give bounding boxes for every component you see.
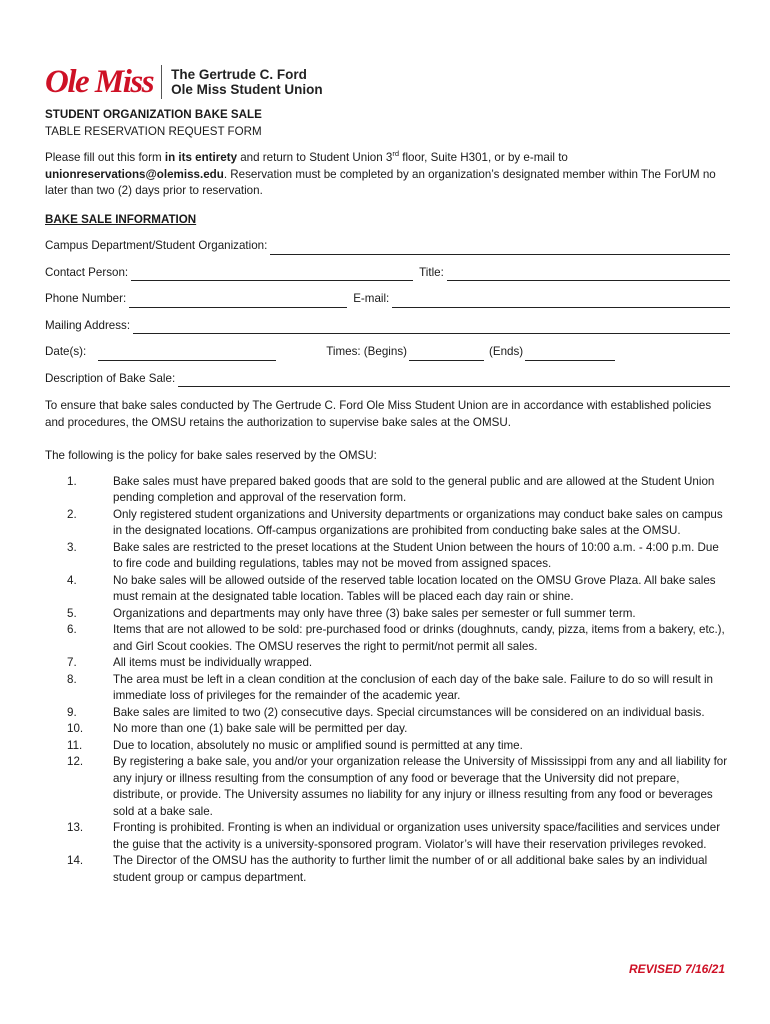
contact-person-label: Contact Person: bbox=[45, 265, 129, 279]
policy-text: Organizations and departments may only have three (3) bake sales per semester or full summer term. bbox=[113, 606, 636, 620]
description-label: Description of Bake Sale: bbox=[45, 371, 176, 385]
policy-text: Only registered student organizations and University departments or organizations may conduct bake sales on campus in the designated locations. Off-campus organizations are prohibited from conducting bake sales at the OMSU. bbox=[113, 507, 723, 537]
logo-org-line2: Ole Miss Student Union bbox=[171, 82, 323, 97]
policy-item bbox=[45, 672, 730, 705]
policy-text: Items that are not allowed to be sold: pre-purchased food or drinks (doughnuts, candy, pizza, items from a bakery, etc.), and Girl Scout cookies. The OMSU reserves the right to permit/not permit all sales. bbox=[113, 623, 725, 653]
policy-text: Fronting is prohibited. Fronting is when an individual or organization uses university space/facilities and services under the guise that the activity is a university-sponsored program. Violator’s will have their reservation privileges revoked. bbox=[113, 821, 721, 851]
policy-item bbox=[45, 721, 730, 738]
phone-number-field[interactable] bbox=[129, 295, 347, 308]
date-time-row bbox=[45, 334, 730, 361]
ends-field[interactable] bbox=[525, 348, 615, 361]
intro-email-link[interactable]: unionreservations@olemiss.edu bbox=[45, 167, 224, 181]
policy-item bbox=[45, 705, 730, 722]
policy-number: 3. bbox=[67, 540, 77, 554]
policy-item bbox=[45, 606, 730, 623]
form-subtitle: TABLE RESERVATION REQUEST FORM bbox=[45, 124, 262, 138]
authority-paragraph: To ensure that bake sales conducted by The Gertrude C. Ford Ole Miss Student Union are in accordance with established policies and procedures, the OMSU retains the authorization to supervise bake sales at the OMSU. bbox=[45, 399, 712, 429]
policy-number: 14. bbox=[67, 854, 84, 867]
policy-number: 6. bbox=[67, 623, 77, 636]
policy-item bbox=[45, 540, 730, 573]
form-title: STUDENT ORGANIZATION BAKE SALE bbox=[45, 108, 262, 121]
intro-emphasis: in its entirety bbox=[164, 151, 238, 164]
campus-org-field[interactable] bbox=[270, 242, 730, 255]
policy-number: 1. bbox=[67, 474, 77, 488]
mailing-row bbox=[45, 308, 730, 335]
policy-text: No bake sales will be allowed outside of the reserved table location located on the OMSU Grove Plaza. All bake sales must remain at the designated table location. Tables will be placed each day rain or shine. bbox=[113, 573, 716, 603]
policy-intro: The following is the policy for bake sales reserved by the OMSU: bbox=[45, 449, 377, 462]
contact-row bbox=[45, 255, 730, 282]
intro-superscript: rd bbox=[392, 149, 400, 159]
policy-number: 2. bbox=[67, 507, 77, 521]
policy-number: 7. bbox=[67, 656, 77, 669]
policy-item bbox=[45, 573, 730, 606]
intro-text-1: Please fill out this form bbox=[45, 151, 165, 164]
policy-item bbox=[45, 622, 730, 655]
policy-text: The Director of the OMSU has the authority to further limit the number of or all additional bake sales by an individual student group or campus department. bbox=[113, 854, 708, 884]
phone-number-label: Phone Number: bbox=[45, 292, 127, 305]
logo-org-line1: The Gertrude C. Ford bbox=[171, 67, 307, 82]
policy-text: By registering a bake sale, you and/or your organization release the University of Mississippi from any and all liability for any injury or illness resulting from the consumption of any food or beverage that the University did not prepare, distribute, or provide. The University assumes no liability for any injury or illness resulting from any food or beverages sold at a bake sale. bbox=[113, 755, 728, 818]
dates-label: Date(s): bbox=[45, 345, 87, 358]
revision-date: REVISED 7/16/21 bbox=[628, 962, 725, 976]
title-field[interactable] bbox=[447, 268, 730, 281]
ole-miss-logo bbox=[45, 62, 323, 102]
policy-number: 9. bbox=[67, 705, 77, 719]
policy-text: Bake sales are restricted to the preset locations at the Student Union between the hours of 10:00 a.m. - 4:00 p.m. Due to fire code and building regulations, tables may not be moved from assigned spaces. bbox=[113, 540, 719, 570]
description-row bbox=[45, 361, 730, 388]
policy-item bbox=[45, 738, 730, 755]
policy-number: 12. bbox=[67, 755, 84, 768]
intro-text-2: and return to Student Union 3 bbox=[237, 151, 393, 164]
policy-item bbox=[45, 507, 730, 540]
campus-org-label: Campus Department/Student Organization: bbox=[45, 239, 268, 252]
mailing-address-label: Mailing Address: bbox=[45, 318, 131, 332]
times-begins-label: Times: (Begins) bbox=[326, 345, 407, 358]
policy-number: 11. bbox=[67, 738, 83, 752]
policy-item bbox=[45, 474, 730, 507]
policy-list bbox=[45, 474, 730, 887]
mailing-address-field[interactable] bbox=[133, 321, 730, 334]
policy-number: 5. bbox=[67, 606, 77, 620]
begins-field[interactable] bbox=[409, 348, 484, 361]
policy-number: 10. bbox=[67, 722, 84, 735]
logo-divider bbox=[161, 65, 162, 99]
policy-text: No more than one (1) bake sale will be permitted per day. bbox=[113, 722, 408, 735]
policy-item bbox=[45, 754, 730, 820]
intro-text-4: . Reservation must be completed by an organization’s designated member within The ForUM no later than two (2) days prior to reservation. bbox=[45, 167, 716, 197]
policy-item bbox=[45, 820, 730, 853]
policy-text: Due to location, absolutely no music or amplified sound is permitted at any time. bbox=[113, 738, 523, 752]
policy-number: 8. bbox=[67, 672, 77, 686]
policy-text: All items must be individually wrapped. bbox=[113, 656, 313, 669]
phone-email-row bbox=[45, 281, 730, 308]
policy-number: 4. bbox=[67, 573, 77, 587]
email-field[interactable] bbox=[392, 295, 730, 308]
policy-number: 13. bbox=[67, 821, 84, 834]
logo-org-name bbox=[171, 67, 323, 97]
email-label: E-mail: bbox=[353, 292, 390, 305]
description-field[interactable] bbox=[178, 374, 730, 387]
policy-text: Bake sales are limited to two (2) consecutive days. Special circumstances will be considered on an individual basis. bbox=[113, 705, 705, 719]
logo-wordmark: Ole Miss bbox=[45, 63, 154, 100]
policy-text: The area must be left in a clean condition at the conclusion of each day of the bake sale. Failure to do so will result in immediate loss of privileges for the remainder of the academic year. bbox=[113, 672, 713, 702]
intro-paragraph bbox=[45, 150, 730, 200]
contact-person-field[interactable] bbox=[131, 268, 413, 281]
campus-org-row bbox=[45, 228, 730, 255]
dates-field[interactable] bbox=[98, 348, 276, 361]
intro-text-3: floor, Suite H301, or by e-mail to bbox=[399, 151, 568, 164]
policy-text: Bake sales must have prepared baked goods that are sold to the general public and are allowed at the Student Union pending completion and approval of the reservation form. bbox=[113, 474, 715, 504]
title-label: Title: bbox=[419, 265, 444, 279]
bake-sale-info-heading: BAKE SALE INFORMATION bbox=[45, 212, 197, 226]
policy-item bbox=[45, 853, 730, 886]
times-ends-label: (Ends) bbox=[488, 345, 524, 358]
document-body bbox=[45, 107, 730, 886]
policy-item bbox=[45, 655, 730, 672]
